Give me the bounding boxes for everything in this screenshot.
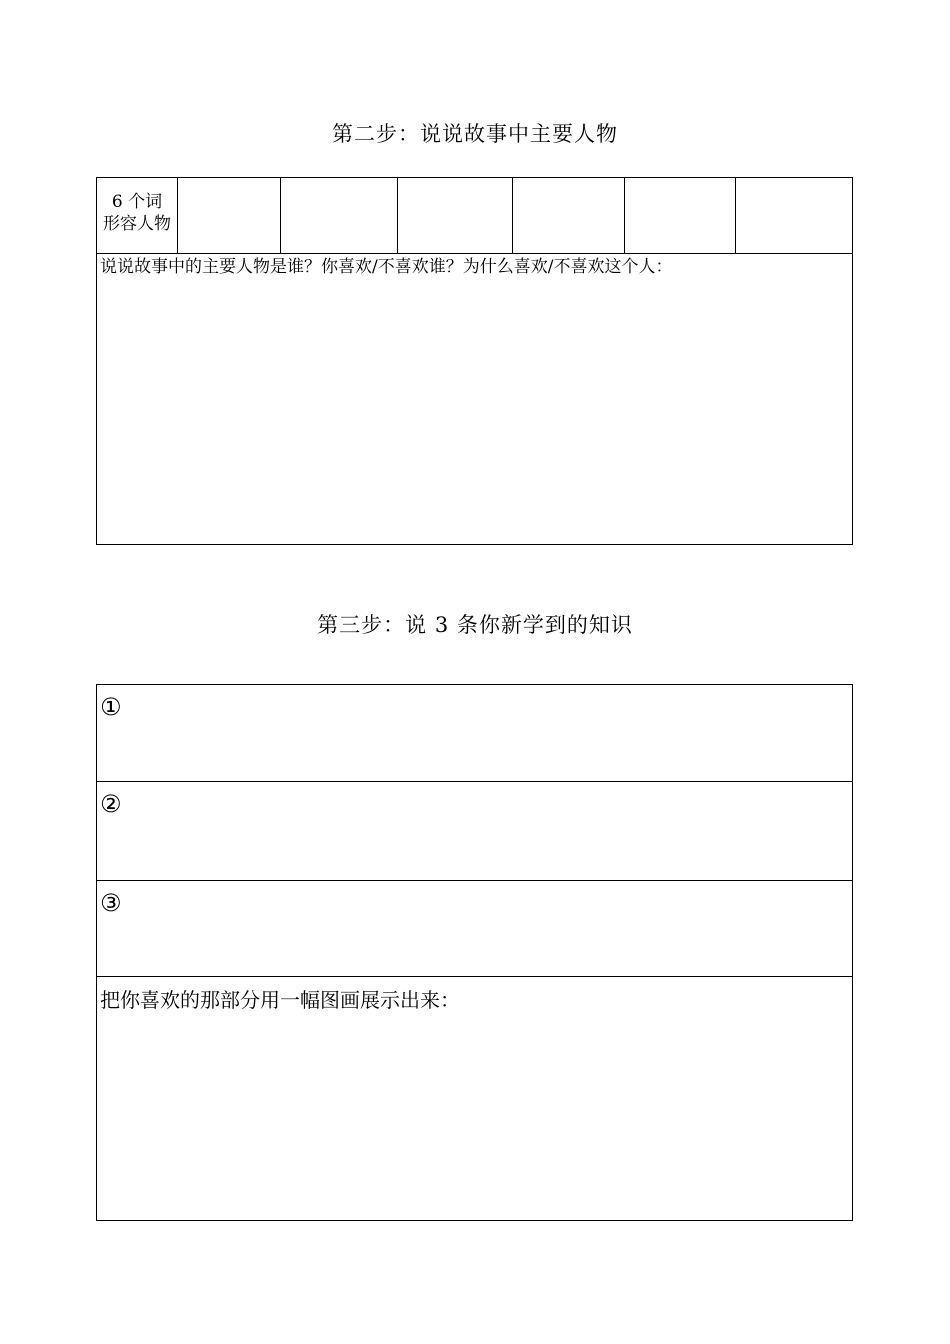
describe-words-label-line2: 形容人物 — [103, 214, 171, 234]
circled-number-1: ① — [100, 693, 122, 721]
knowledge-row-2[interactable] — [97, 782, 852, 881]
word-cell-2[interactable] — [280, 178, 397, 253]
step3-heading: 第三步：说 3 条你新学到的知识 — [317, 613, 633, 637]
circled-number-3: ③ — [100, 889, 122, 917]
word-cell-4[interactable] — [512, 178, 624, 253]
word-cell-6[interactable] — [735, 178, 852, 253]
describe-words-label-line1: 6 个词 — [111, 192, 163, 212]
step2-heading: 第二步：说说故事中主要人物 — [332, 122, 618, 146]
drawing-area[interactable] — [97, 977, 852, 1220]
circled-number-2: ② — [100, 790, 122, 818]
describe-words-label — [97, 178, 177, 253]
main-character-question: 说说故事中的主要人物是谁？你喜欢/不喜欢谁？为什么喜欢/不喜欢这个人： — [100, 257, 673, 277]
knowledge-table — [96, 684, 853, 1221]
describe-words-row — [97, 178, 852, 254]
word-cell-5[interactable] — [624, 178, 735, 253]
character-table — [96, 177, 853, 545]
drawing-prompt: 把你喜欢的那部分用一幅图画展示出来： — [100, 988, 460, 1012]
word-cell-3[interactable] — [397, 178, 512, 253]
word-cell-1[interactable] — [177, 178, 280, 253]
knowledge-row-3[interactable] — [97, 881, 852, 977]
knowledge-row-1[interactable] — [97, 685, 852, 782]
